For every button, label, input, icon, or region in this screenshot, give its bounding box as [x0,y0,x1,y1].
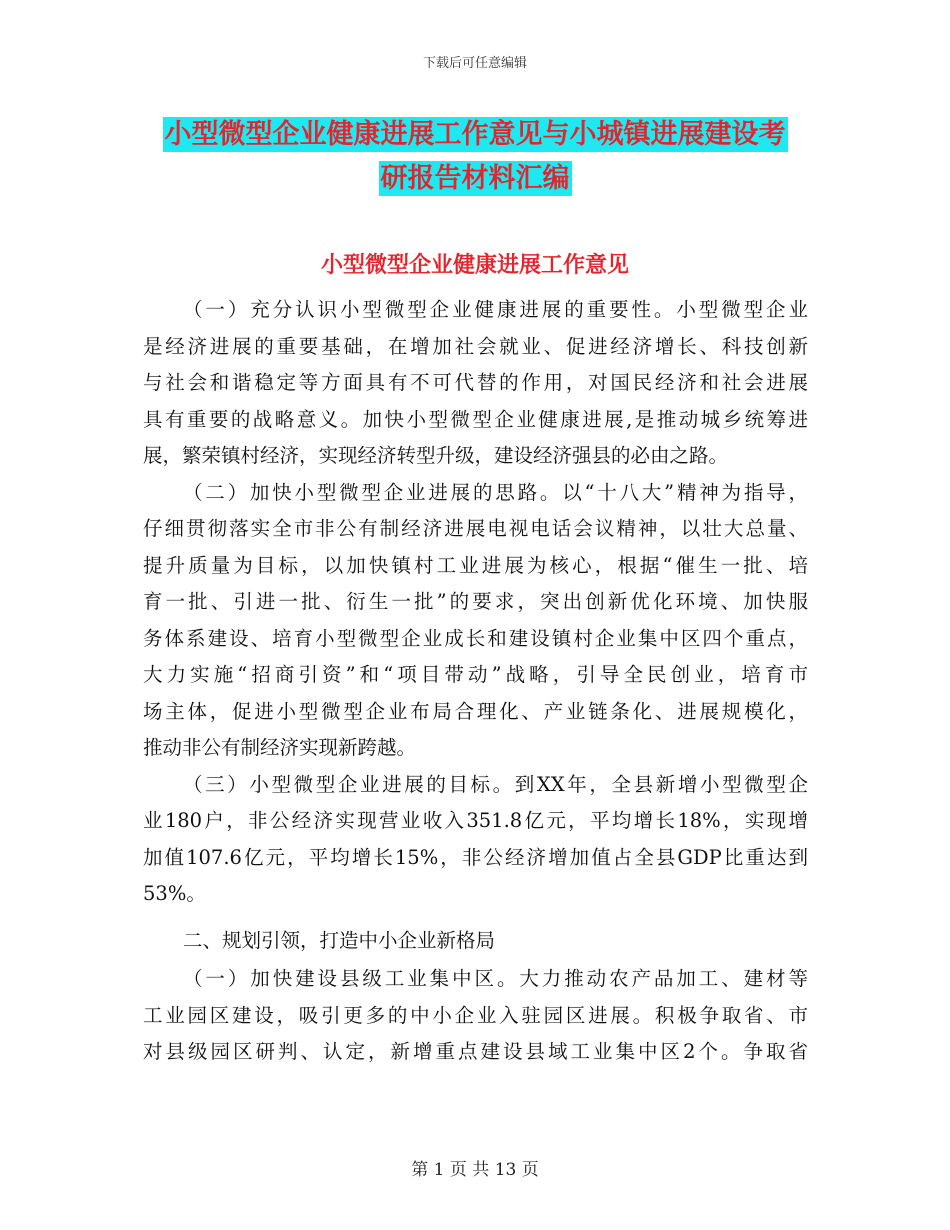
text-line: 二、规划引领，打造中小企业新格局 [183,928,496,952]
text-line: 场主体，促进小型微型企业布局合理化、产业链条化、进展规模化， [143,699,808,723]
document-title-line-1: 小型微型企业健康进展工作意见与小城镇进展建设考 [164,119,786,150]
text-line: （二）加快小型微型企业进展的思路。以“十八大”精神为指导， [183,480,808,504]
text-line: 务体系建设、培育小型微型企业成长和建设镇村企业集中区四个重点， [143,626,808,650]
text-line: 具有重要的战略意义。加快小型微型企业健康进展,是推动城乡统筹进 [143,407,808,431]
text-line: 育一批、引进一批、衍生一批”的要求，突出创新优化环境、加快服 [143,590,808,613]
text-line: 53%。 [143,882,206,905]
text-line: 与社会和谐稳定等方面具有不可代替的作用，对国民经济和社会进展 [143,371,808,394]
body-text [143,292,808,1071]
page-header-note: 下载后可任意编辑 [422,56,527,71]
text-line: 仔细贯彻落实全市非公有制经济进展电视电话会议精神，以壮大总量、 [143,517,808,540]
section-title: 小型微型企业健康进展工作意见 [320,252,629,278]
text-line: 推动非公有制经济实现新跨越。 [143,736,417,759]
text-line: 对县级园区研判、认定，新增重点建设县域工业集中区2个。争取省 [143,1040,808,1063]
text-line: 业180户，非公经济实现营业收入351.8亿元，平均增长18%，实现增 [143,809,808,832]
text-line: （三）小型微型企业进展的目标。到XX年，全县新增小型微型企 [183,772,808,796]
text-line: 展，繁荣镇村经济，实现经济转型升级，建设经济强县的必由之路。 [143,444,729,467]
text-line: 大力实施“招商引资”和“项目带动”战略，引导全民创业，培育市 [143,663,808,686]
text-line: 工业园区建设，吸引更多的中小企业入驻园区进展。积极争取省、市 [143,1003,808,1027]
document-title-line-2: 研报告材料汇编 [380,163,570,194]
text-line: 加值107.6亿元，平均增长15%，非公经济增加值占全县GDP比重达到 [143,845,808,869]
text-line: （一）充分认识小型微型企业健康进展的重要性。小型微型企业 [183,298,808,321]
text-line: （一）加快建设县级工业集中区。大力推动农产品加工、建材等 [183,967,808,990]
text-line: 是经济进展的重要基础，在增加社会就业、促进经济增长、科技创新 [143,334,808,358]
text-line: 提升质量为目标，以加快镇村工业进展为核心，根据“催生一批、培 [143,553,808,577]
page-footer: 第 1 页 共 13 页 [411,1160,539,1180]
